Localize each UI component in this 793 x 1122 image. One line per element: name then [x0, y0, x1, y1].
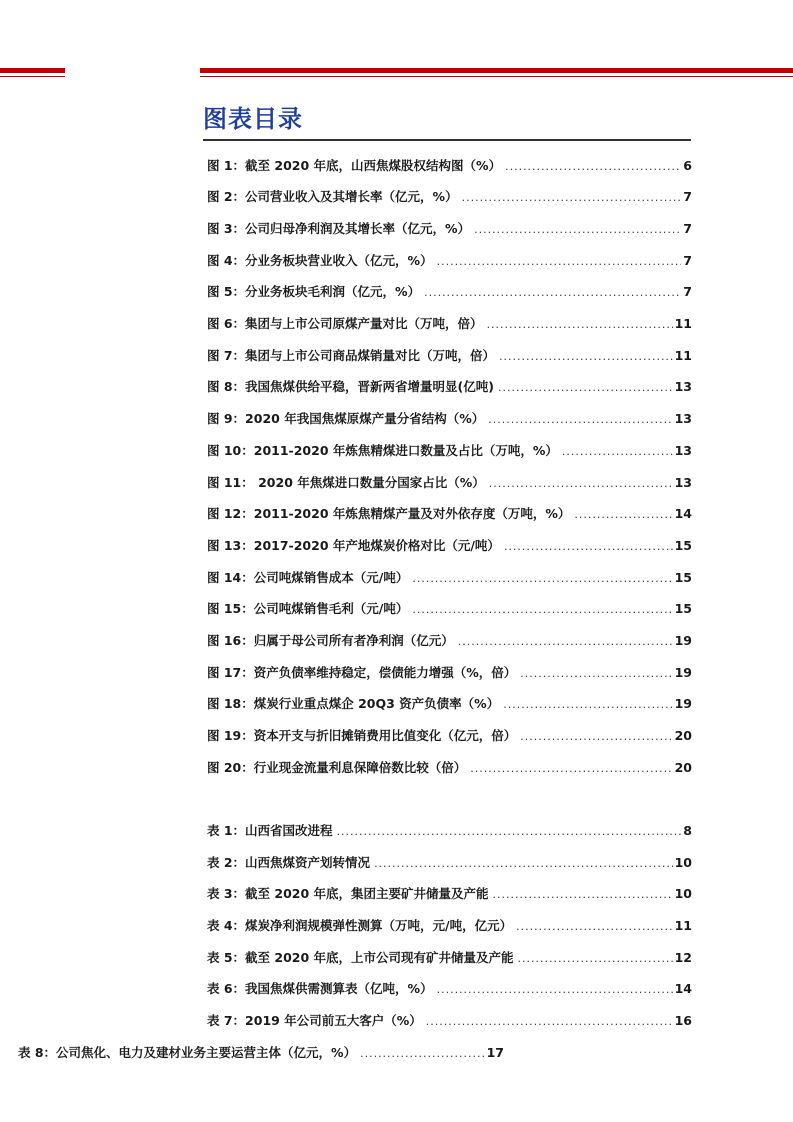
dot-leader: [504, 538, 673, 556]
toc-entry-page: 6: [683, 158, 692, 173]
toc-entry-page: 16: [674, 1013, 692, 1028]
toc-entry-page: 8: [683, 823, 692, 838]
toc-entry-label: 图 6：集团与上市公司原煤产量对比（万吨，倍）: [207, 316, 483, 331]
dot-leader: [426, 1013, 673, 1031]
dot-leader: [518, 950, 673, 968]
toc-entry-figure-15[interactable]: [207, 600, 692, 619]
toc-entry-label: 图 2：公司营业收入及其增长率（亿元，%）: [207, 189, 458, 204]
toc-entry-figure-1[interactable]: [207, 157, 692, 176]
toc-entry-label: 表 1：山西省国改进程: [207, 823, 333, 838]
toc-entry-page: 17: [486, 1045, 504, 1060]
dot-leader: [503, 696, 672, 714]
toc-entry-figure-12[interactable]: [207, 505, 692, 524]
toc-entry-label: 图 13：2017-2020 年产地煤炭价格对比（元/吨）: [207, 538, 500, 553]
toc-entry-page: 11: [674, 918, 692, 933]
toc-entry-figure-17[interactable]: [207, 664, 692, 683]
header-rule-right-thin: [200, 76, 793, 77]
toc-entry-figure-6[interactable]: [207, 315, 692, 334]
toc-entry-page: 20: [674, 728, 692, 743]
toc-entry-figure-13[interactable]: [207, 537, 692, 556]
dot-leader: [360, 1045, 485, 1063]
toc-entry-page: 19: [674, 633, 692, 648]
toc-entry-label: 表 8：公司焦化、电力及建材业务主要运营主体（亿元，%）: [18, 1045, 357, 1060]
toc-entry-page: 19: [674, 696, 692, 711]
toc-entry-label: 图 9：2020 年我国焦煤原煤产量分省结构（%）: [207, 411, 485, 426]
toc-entry-figure-10[interactable]: [207, 442, 692, 461]
toc-entry-label: 图 7：集团与上市公司商品煤销量对比（万吨，倍）: [207, 348, 496, 363]
toc-entry-label: 表 7：2019 年公司前五大客户（%）: [207, 1013, 422, 1028]
dot-leader: [374, 855, 673, 873]
dot-leader: [337, 823, 682, 841]
toc-entry-table-1[interactable]: [207, 822, 692, 841]
toc-entry-label: 图 8：我国焦煤供给平稳，晋新两省增量明显(亿吨): [207, 379, 494, 394]
toc-entry-table-6[interactable]: [207, 980, 692, 999]
toc-entry-label: 图 5：分业务板块毛利润（亿元，%）: [207, 284, 421, 299]
toc-entry-label: 表 3：截至 2020 年底，集团主要矿井储量及产能: [207, 886, 489, 901]
toc-entry-table-5[interactable]: [207, 949, 692, 968]
dot-leader: [458, 633, 673, 651]
dot-leader: [412, 601, 672, 619]
toc-entry-page: 7: [683, 253, 692, 268]
toc-entry-figure-14[interactable]: [207, 569, 692, 588]
toc-entry-page: 19: [674, 665, 692, 680]
toc-entry-label: 图 1：截至 2020 年底，山西焦煤股权结构图（%）: [207, 158, 502, 173]
dot-leader: [498, 379, 673, 397]
toc-entry-table-7[interactable]: [207, 1012, 692, 1031]
toc-entry-figure-16[interactable]: [207, 632, 692, 651]
dot-leader: [437, 981, 673, 999]
title-divider: [203, 139, 691, 141]
dot-leader: [499, 348, 673, 366]
dot-leader: [562, 443, 673, 461]
toc-entry-label: 图 19：资本开支与折旧摊销费用比值变化（亿元，倍）: [207, 728, 517, 743]
toc-entry-figure-3[interactable]: [207, 220, 692, 239]
dot-leader: [489, 475, 673, 493]
toc-entry-page: 11: [674, 348, 692, 363]
toc-entry-page: 12: [674, 950, 692, 965]
toc-entry-page: 15: [674, 538, 692, 553]
toc-entry-figure-11[interactable]: [207, 474, 692, 493]
header-rule-left: [0, 68, 65, 73]
toc-entry-label: 图 18：煤炭行业重点煤企 20Q3 资产负债率（%）: [207, 696, 500, 711]
toc-entry-page: 15: [674, 570, 692, 585]
toc-entry-page: 13: [674, 411, 692, 426]
toc-entry-table-2[interactable]: [207, 854, 692, 873]
dot-leader: [474, 221, 681, 239]
dot-leader: [437, 253, 682, 271]
dot-leader: [574, 506, 672, 524]
dot-leader: [493, 886, 673, 904]
toc-entry-page: 7: [683, 284, 692, 299]
toc-entry-label: 图 20：行业现金流量利息保障倍数比较（倍）: [207, 760, 467, 775]
dot-leader: [488, 411, 672, 429]
toc-entry-page: 20: [674, 760, 692, 775]
dot-leader: [470, 760, 672, 778]
dot-leader: [412, 570, 672, 588]
toc-entry-label: 图 14：公司吨煤销售成本（元/吨）: [207, 570, 409, 585]
toc-entry-figure-2[interactable]: [207, 188, 692, 207]
toc-entry-figure-4[interactable]: [207, 252, 692, 271]
toc-entry-page: 13: [674, 475, 692, 490]
dot-leader: [462, 189, 682, 207]
toc-entry-page: 10: [674, 855, 692, 870]
toc-entry-page: 14: [674, 506, 692, 521]
header-rule-right: [200, 68, 793, 73]
toc-entry-label: 图 11： 2020 年焦煤进口数量分国家占比（%）: [207, 475, 485, 490]
toc-entry-page: 14: [674, 981, 692, 996]
toc-entry-figure-9[interactable]: [207, 410, 692, 429]
toc-entry-label: 图 12：2011-2020 年炼焦精煤产量及对外依存度（万吨，%）: [207, 506, 571, 521]
toc-entry-figure-7[interactable]: [207, 347, 692, 366]
toc-entry-table-4[interactable]: [207, 917, 692, 936]
toc-entry-page: 7: [683, 189, 692, 204]
toc-entry-figure-19[interactable]: [207, 727, 692, 746]
toc-entry-figure-20[interactable]: [207, 759, 692, 778]
toc-entry-figure-8[interactable]: [207, 378, 692, 397]
toc-entry-label: 表 4：煤炭净利润规模弹性测算（万吨，元/吨，亿元）: [207, 918, 513, 933]
toc-entry-label: 图 15：公司吨煤销售毛利（元/吨）: [207, 601, 409, 616]
dot-leader: [505, 158, 681, 176]
toc-entry-page: 13: [674, 379, 692, 394]
toc-entry-page: 10: [674, 886, 692, 901]
dot-leader: [424, 284, 681, 302]
toc-entry-table-8[interactable]: [18, 1044, 504, 1063]
toc-entry-page: 13: [674, 443, 692, 458]
toc-entry-label: 图 4：分业务板块营业收入（亿元，%）: [207, 253, 433, 268]
toc-entry-label: 图 3：公司归母净利润及其增长率（亿元，%）: [207, 221, 471, 236]
dot-leader: [520, 665, 672, 683]
toc-entry-label: 表 6：我国焦煤供需测算表（亿吨，%）: [207, 981, 433, 996]
toc-entry-table-3[interactable]: [207, 885, 692, 904]
toc-entry-figure-5[interactable]: [207, 283, 692, 302]
header-rule-left-thin: [0, 76, 65, 77]
toc-entry-label: 图 17：资产负债率维持稳定，偿债能力增强（%，倍）: [207, 665, 517, 680]
dot-leader: [516, 918, 672, 936]
toc-entry-label: 图 10：2011-2020 年炼焦精煤进口数量及占比（万吨，%）: [207, 443, 558, 458]
dot-leader: [487, 316, 673, 334]
toc-title: 图表目录: [203, 105, 303, 133]
toc-entry-page: 7: [683, 221, 692, 236]
toc-entry-label: 表 2：山西焦煤资产划转情况: [207, 855, 371, 870]
toc-entry-label: 表 5：截至 2020 年底，上市公司现有矿井储量及产能: [207, 950, 514, 965]
toc-entry-figure-18[interactable]: [207, 695, 692, 714]
dot-leader: [520, 728, 672, 746]
toc-entry-label: 图 16：归属于母公司所有者净利润（亿元）: [207, 633, 454, 648]
toc-entry-page: 15: [674, 601, 692, 616]
toc-entry-page: 11: [674, 316, 692, 331]
